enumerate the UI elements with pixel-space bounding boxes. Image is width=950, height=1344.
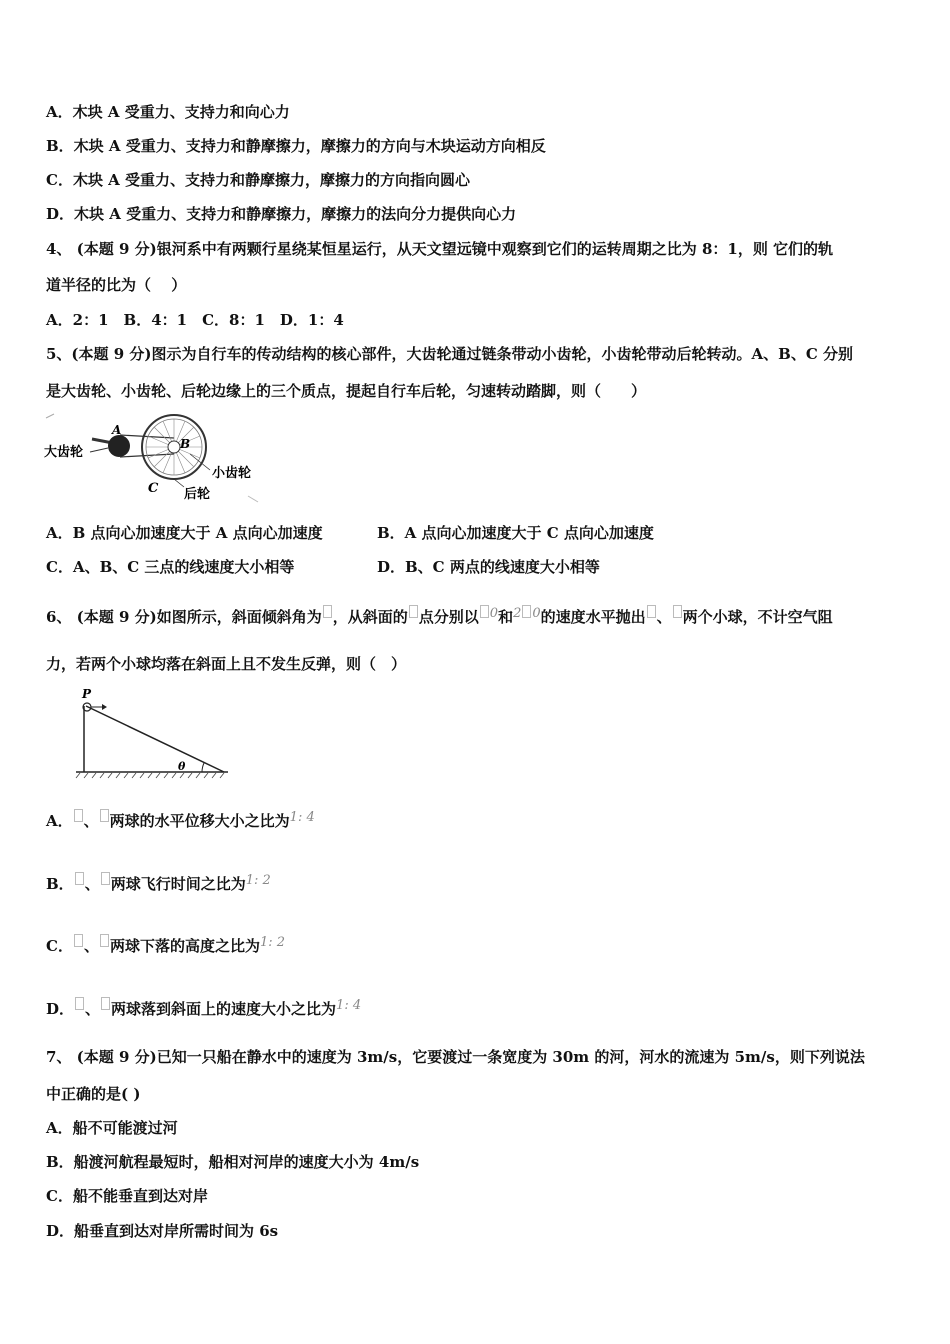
figure-corner-mark bbox=[46, 414, 54, 418]
q6-stem-line1 bbox=[46, 604, 833, 627]
q6-option-c-sep: 、 bbox=[83, 937, 99, 955]
q5-stem-line2: 是大齿轮、小齿轮、后轮边缘上的三个质点，提起自行车后轮，匀速转动踏脚，则（ ） bbox=[46, 382, 647, 400]
q6-stem-part1: 6、 (本题 9 分)如图所示，斜面倾斜角为 bbox=[46, 608, 322, 626]
theta-symbol-placeholder bbox=[323, 605, 332, 618]
bicycle-gear-figure bbox=[44, 412, 264, 504]
q6-option-c-text: 两球下落的高度之比为 bbox=[109, 937, 260, 955]
ball-a-placeholder bbox=[75, 997, 84, 1010]
q6-stem-part3: 点分别以 bbox=[418, 608, 479, 626]
q6-option-c bbox=[46, 933, 285, 956]
q6-option-c-label: C． bbox=[46, 937, 73, 955]
q6-option-b-ratio: 1: 2 bbox=[245, 873, 271, 888]
label-small-gear: 小齿轮 bbox=[212, 465, 252, 480]
point-p-placeholder bbox=[409, 605, 418, 618]
leader-big-gear bbox=[90, 448, 108, 452]
v0-subscript-2: 0 bbox=[532, 606, 541, 621]
ball-b-placeholder bbox=[673, 605, 682, 618]
q6-option-d-ratio: 1: 4 bbox=[336, 998, 362, 1013]
q7-option-b: B．船渡河航程最短时，船相对河岸的速度大小为 4m/s bbox=[46, 1153, 420, 1171]
label-c: C bbox=[148, 481, 159, 496]
q6-option-d-text: 两球落到斜面上的速度大小之比为 bbox=[111, 1000, 337, 1018]
velocity-arrowhead bbox=[102, 704, 107, 710]
q6-stem-part5: 的速度水平抛出 bbox=[540, 608, 646, 626]
q6-option-b-label: B． bbox=[46, 875, 74, 893]
label-p: P bbox=[82, 687, 92, 701]
incline-figure bbox=[74, 684, 234, 780]
v-placeholder-1 bbox=[480, 605, 489, 618]
ball-b-placeholder bbox=[101, 872, 110, 885]
q6-option-d-label: D． bbox=[46, 1000, 75, 1018]
q7-stem-line2: 中正确的是( ) bbox=[46, 1085, 141, 1103]
figure-corner-mark-2 bbox=[248, 496, 258, 502]
v0-subscript: 0 bbox=[489, 606, 499, 621]
ground-hatching bbox=[76, 773, 224, 778]
q4-stem-line1: 4、 (本题 9 分)银河系中有两颗行星绕某恒星运行，从天文望远镜中观察到它们的运转周期之比为 8：1，则 它们的轨 bbox=[46, 240, 834, 258]
q6-stem-part2: ，从斜面的 bbox=[332, 608, 408, 626]
two-coefficient: 2 bbox=[513, 606, 522, 621]
q6-option-a-ratio: 1: 4 bbox=[289, 810, 315, 825]
q7-option-d: D．船垂直到达对岸所需时间为 6s bbox=[46, 1222, 279, 1240]
label-a: A bbox=[112, 423, 122, 437]
ball-a-placeholder bbox=[647, 605, 656, 618]
incline-surface bbox=[86, 706, 224, 772]
q6-option-a bbox=[46, 808, 315, 831]
q4-stem-line2: 道半径的比为（ ） bbox=[46, 276, 187, 294]
ball-a-placeholder bbox=[74, 809, 83, 822]
label-b: B bbox=[180, 437, 191, 451]
q7-stem-line1: 7、 (本题 9 分)已知一只船在静水中的速度为 3m/s，它要渡过一条宽度为 30m 的河，河水的流速为 5m/s，则下列说法 bbox=[46, 1048, 865, 1066]
q6-stem-line2: 力，若两个小球均落在斜面上且不发生反弹，则（ ） bbox=[46, 655, 407, 673]
small-gear-shape bbox=[168, 441, 180, 453]
label-big-gear: 大齿轮 bbox=[44, 444, 84, 459]
q6-option-b bbox=[46, 871, 271, 894]
q5-option-a: A．B 点向心加速度大于 A 点向心加速度 bbox=[46, 524, 323, 542]
ball-b-placeholder bbox=[100, 809, 109, 822]
label-rear-wheel: 后轮 bbox=[184, 486, 211, 501]
q6-stem-part7: 两个小球，不计空气阻 bbox=[682, 608, 833, 626]
q6-option-a-sep: 、 bbox=[83, 812, 99, 830]
q7-option-a: A．船不可能渡过河 bbox=[46, 1119, 178, 1137]
q6-option-b-text: 两球飞行时间之比为 bbox=[110, 875, 246, 893]
v-placeholder-2 bbox=[522, 605, 531, 618]
q6-option-a-label: A． bbox=[46, 812, 73, 830]
chain-top bbox=[120, 435, 174, 438]
angle-arc bbox=[202, 763, 204, 772]
q5-stem-line1: 5、(本题 9 分)图示为自行车的传动结构的核心部件，大齿轮通过链条带动小齿轮，小齿轮带动后轮转动。A、B、C 分别 bbox=[46, 345, 853, 363]
q7-option-c: C．船不能垂直到达对岸 bbox=[46, 1187, 208, 1205]
q5-option-d: D．B、C 两点的线速度大小相等 bbox=[377, 558, 600, 576]
leader-rear-wheel bbox=[174, 479, 184, 487]
q3-option-d: D．木块 A 受重力、支持力和静摩擦力，摩擦力的法向分力提供向心力 bbox=[46, 205, 517, 223]
label-theta: θ bbox=[178, 760, 186, 773]
big-gear-shape bbox=[108, 435, 130, 457]
q3-option-a: A．木块 A 受重力、支持力和向心力 bbox=[46, 103, 290, 121]
q5-option-c: C．A、B、C 三点的线速度大小相等 bbox=[46, 558, 295, 576]
ball-b-placeholder bbox=[100, 934, 109, 947]
q6-stem-part6: 、 bbox=[656, 608, 672, 626]
q6-option-d bbox=[46, 996, 361, 1019]
q6-option-c-ratio: 1: 2 bbox=[259, 935, 286, 950]
q6-stem-part4: 和 bbox=[498, 608, 514, 626]
ball-a-placeholder bbox=[74, 934, 83, 947]
q6-option-b-sep: 、 bbox=[84, 875, 100, 893]
ball-b-placeholder bbox=[101, 997, 110, 1010]
q4-options: A．2：1 B．4：1 C．8：1 D．1：4 bbox=[46, 311, 344, 329]
ball-a-placeholder bbox=[75, 872, 84, 885]
q5-option-b: B．A 点向心加速度大于 C 点向心加速度 bbox=[377, 524, 654, 542]
q6-option-d-sep: 、 bbox=[85, 1000, 101, 1018]
q6-option-a-text: 两球的水平位移大小之比为 bbox=[109, 812, 290, 830]
q3-option-c: C．木块 A 受重力、支持力和静摩擦力，摩擦力的方向指向圆心 bbox=[46, 171, 471, 189]
q3-option-b: B．木块 A 受重力、支持力和静摩擦力，摩擦力的方向与木块运动方向相反 bbox=[46, 137, 546, 155]
